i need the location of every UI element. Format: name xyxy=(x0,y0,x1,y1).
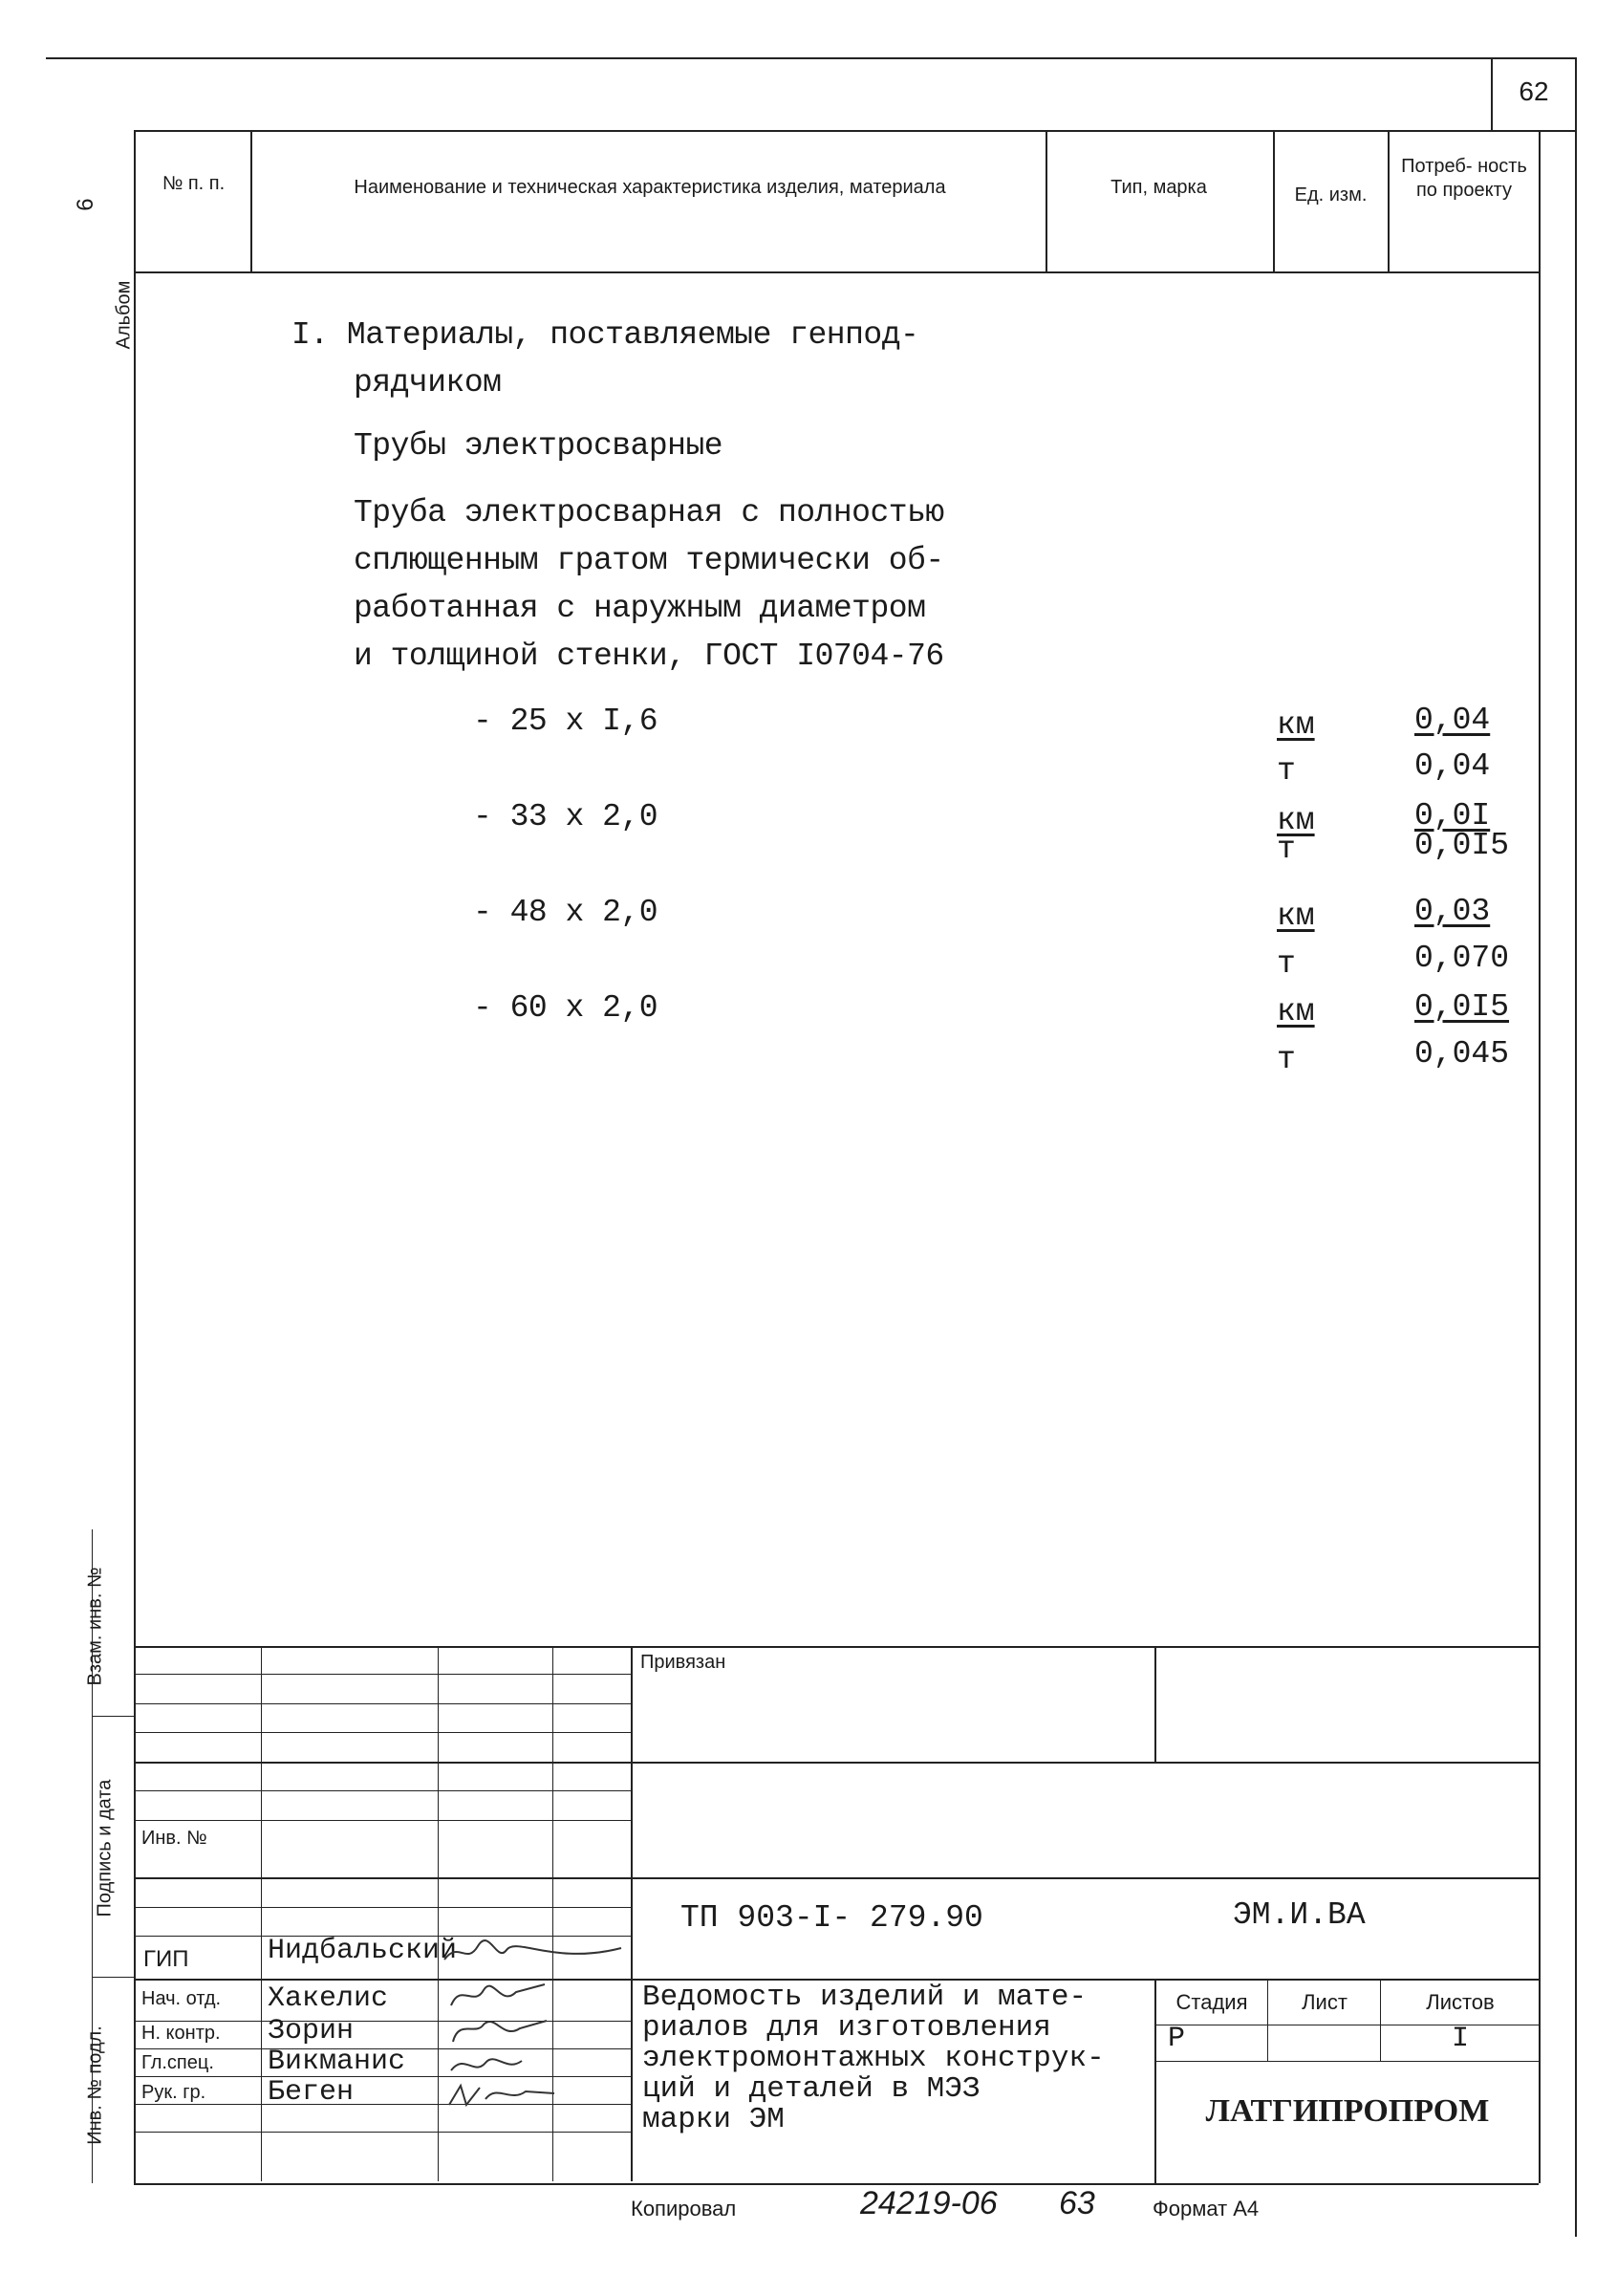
side-label-podpis-data: Подпись и дата xyxy=(94,1779,116,1917)
side-label-vzam-inv: Взам. инв. № xyxy=(84,1567,106,1686)
description-line: электромонтажных конструк- xyxy=(642,2042,1105,2075)
item-size: - 25 х I,6 xyxy=(473,704,658,739)
stamp-col-line xyxy=(261,1646,262,2181)
header-name: Наименование и техническая характеристика изделия, материала xyxy=(354,177,946,198)
signature-n-kontr xyxy=(453,2021,547,2042)
doc-code: ТП 903-I- 279.90 xyxy=(680,1900,983,1936)
signature-ruk-gr xyxy=(449,2086,554,2105)
signatures-drawing xyxy=(440,1937,631,2166)
stamp-row-line xyxy=(134,1877,1539,1879)
page-number: 62 xyxy=(1519,76,1549,106)
group-title: Трубы электросварные xyxy=(354,428,723,464)
desc-line-1: Труба электросварная с полностью xyxy=(354,495,944,531)
item-size: - 33 х 2,0 xyxy=(473,799,658,834)
item-value-t: 0,045 xyxy=(1414,1036,1510,1072)
item-unit-km: км xyxy=(1277,707,1315,743)
item-unit-km: км xyxy=(1277,899,1315,934)
role-label: ГИП xyxy=(143,1946,189,1972)
stamp-top-line xyxy=(134,1646,1539,1648)
header-divider-3 xyxy=(1273,130,1275,271)
header-divider-2 xyxy=(1046,130,1047,271)
inner-bottom-border xyxy=(134,2183,1539,2185)
item-value-km: 0,0I5 xyxy=(1414,989,1510,1025)
item-value-km: 0,04 xyxy=(1414,703,1491,738)
item-value-t: 0,070 xyxy=(1414,941,1510,976)
margin-strip-divider-1 xyxy=(92,1716,134,1717)
stamp-col-line xyxy=(1380,1979,1381,2061)
item-value-t: 0,04 xyxy=(1414,748,1491,784)
section-title-line2: рядчиком xyxy=(354,365,502,401)
side-label-album: Альбом xyxy=(113,280,135,350)
stamp-row-line xyxy=(134,1732,631,1733)
stamp-row-line xyxy=(134,1703,631,1704)
item-size: - 60 х 2,0 xyxy=(473,990,658,1026)
privyazan-label: Привязан xyxy=(640,1652,726,1673)
sheets-value: I xyxy=(1451,2023,1469,2055)
desc-line-4: и толщиной стенки, ГОСТ I0704-76 xyxy=(354,639,944,674)
header-top-line xyxy=(134,130,1575,132)
footer-archive-no: 24219-06 xyxy=(860,2185,998,2221)
item-unit-t: т xyxy=(1277,946,1296,982)
role-label: Гл.спец. xyxy=(141,2052,214,2073)
description-line: марки ЭМ xyxy=(642,2103,785,2136)
header-bottom-line xyxy=(134,271,1539,273)
stamp-row-line xyxy=(134,1762,1539,1764)
desc-line-2: сплющенным гратом термически об- xyxy=(354,543,944,578)
footer-sheet-total: 63 xyxy=(1059,2185,1095,2221)
item-value-km: 0,0I xyxy=(1414,798,1491,834)
inner-left-border xyxy=(134,130,136,2183)
role-label: Н. контр. xyxy=(141,2023,221,2044)
header-num: № п. п. xyxy=(162,173,226,194)
description-line: ций и деталей в МЭЗ xyxy=(642,2072,981,2106)
role-name: Беген xyxy=(268,2076,355,2109)
description-line: риалов для изготовления xyxy=(642,2011,1051,2045)
side-label-album-number: 6 xyxy=(73,198,98,211)
stage-label: Стадия xyxy=(1175,1990,1248,2014)
signature-nach-otd xyxy=(451,1984,545,2005)
header-divider-4 xyxy=(1388,130,1390,271)
top-border xyxy=(46,57,1575,59)
signature-gip xyxy=(444,1940,621,1960)
item-size: - 48 х 2,0 xyxy=(473,895,658,930)
stamp-col-line xyxy=(438,1646,439,2181)
role-name: Нидбальский xyxy=(268,1935,458,1967)
footer-copied-label: Копировал xyxy=(631,2197,737,2220)
doc-mark: ЭМ.И.ВА xyxy=(1233,1897,1366,1933)
footer-format: Формат А4 xyxy=(1153,2197,1260,2220)
description-line: Ведомость изделий и мате- xyxy=(642,1981,1088,2014)
stamp-row-line xyxy=(134,1790,631,1791)
header-need: Потреб- ность по проекту xyxy=(1401,156,1527,201)
header-type: Тип, марка xyxy=(1110,177,1207,198)
sheets-label: Листов xyxy=(1426,1990,1495,2014)
item-unit-km: км xyxy=(1277,994,1315,1029)
role-label: Нач. отд. xyxy=(141,1988,222,2009)
signature-gl-spec xyxy=(451,2059,522,2070)
item-value-km: 0,03 xyxy=(1414,894,1491,929)
header-unit: Ед. изм. xyxy=(1294,184,1368,206)
stamp-row-line xyxy=(134,1820,631,1821)
sheet-label: Лист xyxy=(1302,1990,1348,2014)
stamp-col-line xyxy=(1154,1979,1156,2183)
margin-strip-divider-2 xyxy=(92,1977,134,1978)
side-label-inv-podl: Инв. № подл. xyxy=(84,2025,106,2145)
right-outer-border xyxy=(1575,57,1577,2237)
role-name: Хакелис xyxy=(268,1982,389,2015)
stamp-col-line xyxy=(1267,1979,1268,2061)
item-unit-km: км xyxy=(1277,803,1315,838)
stamp-row-line xyxy=(134,1674,631,1675)
role-name: Викманис xyxy=(268,2046,406,2078)
inv-no-label: Инв. № xyxy=(141,1828,207,1849)
role-label: Рук. гр. xyxy=(141,2082,206,2103)
stage-values-line xyxy=(1154,2061,1539,2062)
stamp-col-line xyxy=(631,1646,633,2181)
stamp-col-line xyxy=(1154,1646,1156,1762)
inner-right-border xyxy=(1539,130,1541,2183)
organization: ЛАТГИПРОПРОМ xyxy=(1205,2093,1490,2129)
section-title-line1: I. Материалы, поставляемые генпод- xyxy=(291,317,919,353)
page-number-box-left xyxy=(1491,57,1493,130)
stage-value: Р xyxy=(1168,2023,1186,2055)
header-divider-1 xyxy=(250,130,252,271)
item-unit-t: т xyxy=(1277,832,1296,867)
item-value-t: 0,0I5 xyxy=(1414,828,1510,863)
stamp-row-line xyxy=(134,1907,631,1908)
item-unit-t: т xyxy=(1277,753,1296,789)
desc-line-3: работанная с наружным диаметром xyxy=(354,591,926,626)
item-unit-t: т xyxy=(1277,1042,1296,1077)
role-name: Зорин xyxy=(268,2015,355,2047)
